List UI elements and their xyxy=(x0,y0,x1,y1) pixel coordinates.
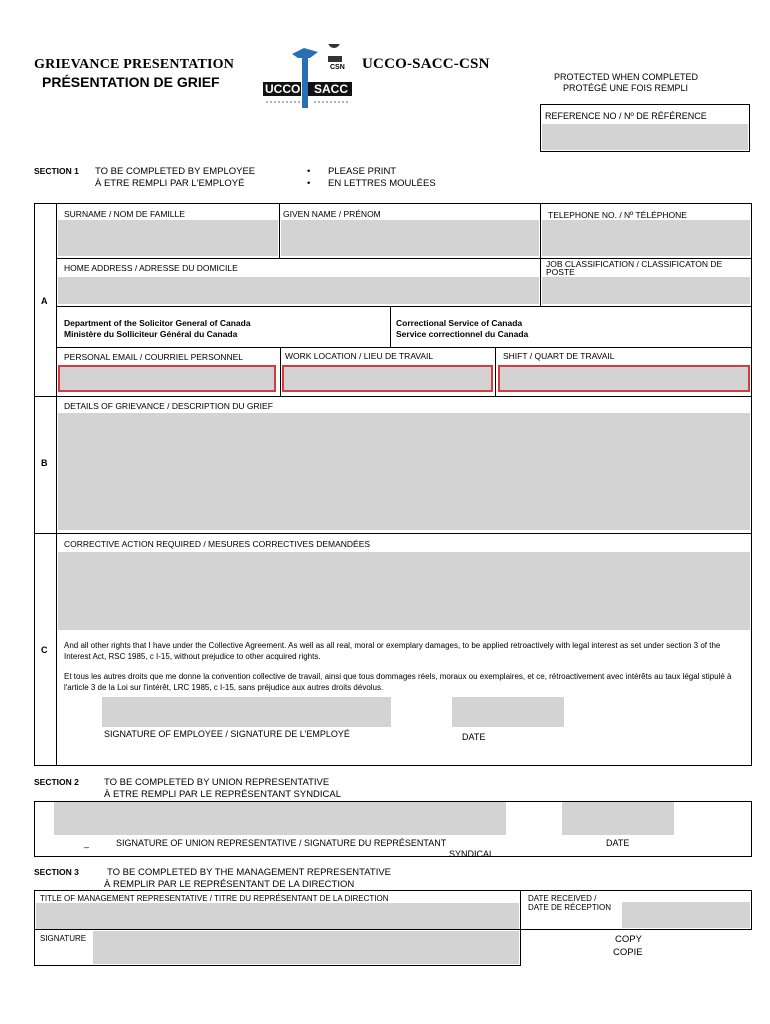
section3-line1: TO BE COMPLETED BY THE MANAGEMENT REPRESENTATIVE xyxy=(107,867,392,878)
union-name: UCCO-SACC-CSN xyxy=(362,56,490,72)
home-address-label: HOME ADDRESS / ADRESSE DU DOMICILE xyxy=(64,263,238,273)
section3-line2: À REMPLIR PAR LE REPRÉSENTANT DE LA DIRECTION xyxy=(104,879,355,890)
section1-label: SECTION 1 xyxy=(34,166,79,176)
section1-line2: À ETRE REMPLI PAR L'EMPLOYÉ xyxy=(95,178,245,189)
section2-line1: TO BE COMPLETED BY UNION REPRESENTATIVE xyxy=(104,777,330,788)
logo-text-ucco: UCCO xyxy=(265,82,301,96)
divider xyxy=(56,306,752,307)
employee-date-label: DATE xyxy=(462,732,486,742)
details-input[interactable] xyxy=(58,413,750,530)
date-received-input[interactable] xyxy=(622,902,750,928)
details-label: DETAILS OF GRIEVANCE / DESCRIPTION DU GRIEF xyxy=(64,401,273,411)
part-c-letter: C xyxy=(41,645,48,655)
union-signature-input[interactable] xyxy=(54,802,506,835)
divider xyxy=(279,203,280,258)
date-received-label-1: DATE RECEIVED / xyxy=(528,894,597,903)
divider xyxy=(56,347,752,348)
given-name-input[interactable] xyxy=(281,220,539,256)
csc-fr: Service correctionnel du Canada xyxy=(396,329,529,339)
corrective-input[interactable] xyxy=(58,552,750,630)
job-class-label-1: JOB CLASSIFICATION / CLASSIFICATON DE xyxy=(546,259,723,269)
corrective-label: CORRECTIVE ACTION REQUIRED / MESURES CORRECTIVES DEMANDÉES xyxy=(64,539,371,549)
home-address-input[interactable] xyxy=(58,277,539,304)
protected-fr: PROTÉGÉ UNE FOIS REMPLI xyxy=(563,83,689,93)
section1-line1: TO BE COMPLETED BY EMPLOYEE xyxy=(95,166,256,177)
dept-en: Department of the Solicitor General of Canada xyxy=(64,318,251,328)
union-date-label: DATE xyxy=(606,838,630,848)
copy-fr: COPIE xyxy=(613,947,643,958)
logo-badge-csn: CSN xyxy=(330,64,345,71)
surname-input[interactable] xyxy=(58,220,278,256)
logo-text-sacc: SACC xyxy=(314,82,349,96)
bullet-icon: • xyxy=(307,178,311,189)
dept-fr: Ministère du Solliciteur Général du Canada xyxy=(64,329,238,339)
employee-date-input[interactable] xyxy=(452,697,564,727)
work-location-input[interactable] xyxy=(282,365,493,392)
section1-bullet1: PLEASE PRINT xyxy=(328,166,397,177)
divider xyxy=(34,396,752,397)
underscore-mark: _ xyxy=(84,838,90,848)
section2-label: SECTION 2 xyxy=(34,777,79,787)
bullet-icon: • xyxy=(307,166,311,177)
job-class-label-2: POSTE xyxy=(546,267,575,277)
union-date-input[interactable] xyxy=(562,802,674,835)
telephone-input[interactable] xyxy=(542,220,750,256)
shift-label: SHIFT / QUART DE TRAVAIL xyxy=(503,351,615,361)
surname-label: SURNAME / NOM DE FAMILLE xyxy=(64,209,185,219)
rights-paragraph-en: And all other rights that I have under the Collective Agreement. As well as all real, moral or exemplary damages, to be applied retroactively with legal interest as set under section 3 of the Interest Act, RSC 1985, c I-15, without prejudice to other acquired rights. xyxy=(64,641,721,661)
reference-input[interactable] xyxy=(542,124,748,150)
title-mgmt-label: TITLE OF MANAGEMENT REPRESENTATIVE / TITRE DU REPRÉSENTANT DE LA DIRECTION xyxy=(40,894,389,903)
shift-input[interactable] xyxy=(498,365,750,392)
form-title-fr: PRÉSENTATION DE GRIEF xyxy=(42,74,220,90)
given-name-label: GIVEN NAME / PRÉNOM xyxy=(283,209,381,219)
form-title-en: GRIEVANCE PRESENTATION xyxy=(34,57,235,72)
divider xyxy=(540,203,541,306)
part-b-letter: B xyxy=(41,458,48,468)
job-classification-input[interactable] xyxy=(542,277,750,304)
title-mgmt-input[interactable] xyxy=(36,903,519,929)
rights-paragraph-fr: Et tous les autres droits que me donne la convention collective de travail, ainsi que tous dommages réels, moraux ou exemplaires, et ce, rétroactivement avec intérêts au taux légal stipulé à l'article 3 de la Loi sur l'intérêt, LRC 1985, c I-15, sans préjudice aux autres droits dévolus. xyxy=(64,672,732,692)
union-signature-label-2: SYNDICAL xyxy=(449,849,495,859)
csc-en: Correctional Service of Canada xyxy=(396,318,523,328)
protected-en: PROTECTED WHEN COMPLETED xyxy=(554,72,699,82)
divider xyxy=(520,890,521,930)
copy-en: COPY xyxy=(615,934,642,945)
date-received-label-2: DATE DE RÉCEPTION xyxy=(528,903,611,912)
section3-label: SECTION 3 xyxy=(34,867,79,877)
email-input[interactable] xyxy=(58,365,276,392)
section2-line2: À ETRE REMPLI PAR LE REPRÉSENTANT SYNDICAL xyxy=(104,789,342,800)
divider xyxy=(280,347,281,396)
work-location-label: WORK LOCATION / LIEU DE TRAVAIL xyxy=(285,351,434,361)
section1-bullet2: EN LETTRES MOULÉES xyxy=(328,178,436,189)
divider xyxy=(495,347,496,396)
divider xyxy=(390,306,391,347)
reference-label: REFERENCE NO / Nº DE RÉFÉRENCE xyxy=(545,111,707,121)
telephone-label: TELEPHONE NO. / Nº TÉLÉPHONE xyxy=(548,210,687,220)
employee-signature-input[interactable] xyxy=(102,697,391,727)
letter-column-divider xyxy=(56,203,57,766)
logo-graphic xyxy=(262,44,358,116)
ucco-sacc-logo xyxy=(262,44,358,116)
mgmt-signature-input[interactable] xyxy=(93,931,519,964)
union-signature-label-1: SIGNATURE OF UNION REPRESENTATIVE / SIGNATURE DU REPRÉSENTANT xyxy=(116,838,447,848)
divider xyxy=(34,533,752,534)
mgmt-signature-label: SIGNATURE xyxy=(40,934,87,943)
email-label: PERSONAL EMAIL / COURRIEL PERSONNEL xyxy=(64,352,244,362)
employee-signature-label: SIGNATURE OF EMPLOYEE / SIGNATURE DE L'EMPLOYÉ xyxy=(104,729,350,739)
part-a-letter: A xyxy=(41,296,48,306)
